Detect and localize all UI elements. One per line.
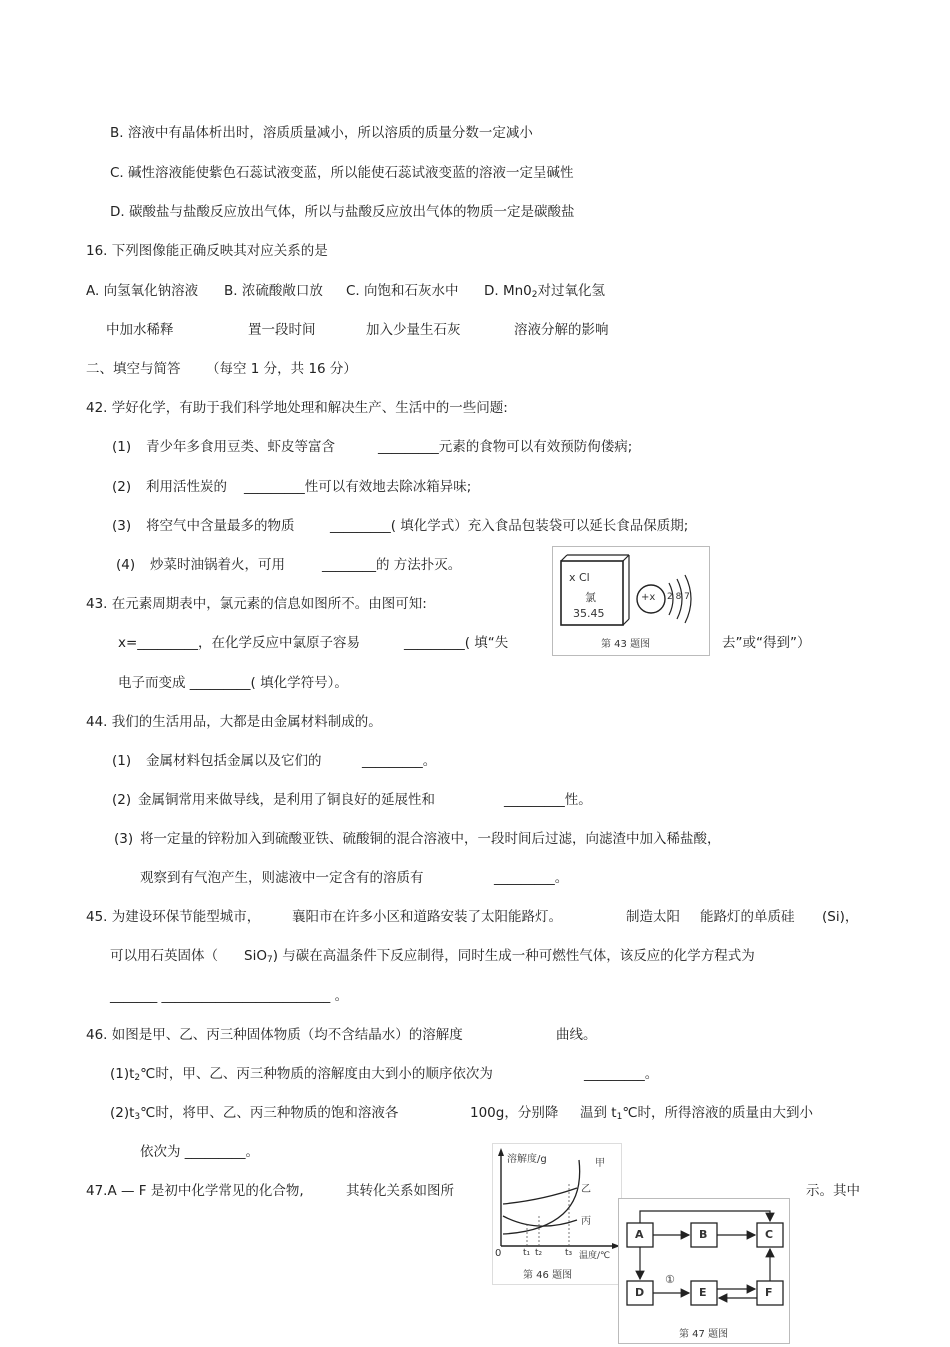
- q45-line-1a: 45. 为建设环保节能型城市，: [86, 909, 261, 925]
- figure-47: [618, 1198, 790, 1344]
- q44-item-2-text: 金属铜常用来做导线，是利用了铜良好的延展性和: [138, 792, 435, 808]
- q44-item-2-num: (2): [112, 792, 132, 808]
- curve-yi: [503, 1188, 577, 1204]
- figure-47-drawing: [619, 1199, 789, 1343]
- label-e: E: [699, 1286, 707, 1299]
- figure-46: [492, 1143, 622, 1285]
- q15-option-b: B. 溶液中有晶体析出时，溶质质量减小，所以溶质的质量分数一定减小: [110, 125, 533, 141]
- x-axis-label: 温度/℃: [579, 1251, 611, 1261]
- q46-line-2-blank: _________。: [584, 1066, 659, 1082]
- label-c: C: [765, 1228, 774, 1241]
- q44-item-1-num: (1): [112, 753, 132, 769]
- q44-item-3-text: 将一定量的锌粉加入到硫酸亚铁、硫酸铜的混合溶液中，一段时间后过滤，向滤渣中加入稀盐酸，: [140, 831, 721, 847]
- tick-t3: t₃: [565, 1248, 573, 1258]
- q47-line-1a: 47.A — F 是初中化学常见的化合物,: [86, 1183, 304, 1199]
- q44-item-3-cont: 观察到有气泡产生，则滤液中一定含有的溶质有: [140, 870, 424, 886]
- label-a: A: [635, 1228, 644, 1241]
- figure-47-caption: 第 47 题图: [679, 1329, 729, 1340]
- q46-line-1b: 曲线。: [556, 1027, 597, 1043]
- q42-item-1-text: 青少年多食用豆类、虾皮等富含: [146, 439, 335, 455]
- tick-t2: t₂: [535, 1248, 543, 1258]
- element-name: 氯: [585, 591, 596, 604]
- q45-line-3: _______ _________________________ 。: [110, 988, 349, 1004]
- q42-item-4-num: (4): [116, 557, 136, 573]
- q45-line-1b: 襄阳市在许多小区和道路安装了太阳能路灯。: [292, 909, 562, 925]
- q42-item-4-blank: ________的 方法扑灭。: [322, 557, 462, 573]
- q46-line-2: $(1)t_2℃$时，甲、乙、丙三种物质的溶解度由大到小的顺序依次为: [110, 1066, 493, 1083]
- origin-label: 0: [495, 1248, 502, 1259]
- label-b: B: [699, 1228, 708, 1241]
- q42-item-2-blank: _________性可以有效地去除冰箱异味;: [244, 479, 472, 495]
- q47-line-1b: 其转化关系如图所: [346, 1183, 454, 1199]
- q16-option-b-cont: 置一段时间: [248, 322, 316, 338]
- q42-item-3-num: (3): [112, 518, 132, 534]
- q45-line-2b: SiO$_7$) 与碳在高温条件下反应制得，同时生成一种可燃性气体，该反应的化学方程式为: [244, 948, 755, 965]
- curve-bing: [503, 1216, 577, 1226]
- section-2-title: 二、填空与简答: [86, 361, 181, 377]
- q43-line-2a: x=_________，在化学反应中氯原子容易: [118, 635, 361, 651]
- q45-line-1c: 制造太阳: [626, 909, 680, 925]
- q44-item-1-blank: _________。: [362, 753, 437, 769]
- q16-option-c-cont: 加入少量生石灰: [366, 322, 461, 338]
- q44-item-1-text: 金属材料包括金属以及它们的: [146, 753, 322, 769]
- q15-option-c: C. 碱性溶液能使紫色石蕊试液变蓝，所以能使石蕊试液变蓝的溶液一定呈碱性: [110, 165, 574, 181]
- q47-line-1c: 示。其中: [806, 1183, 860, 1199]
- label-d: D: [635, 1286, 645, 1299]
- q42-item-1-blank: _________元素的食物可以有效预防佝偻病;: [378, 439, 633, 455]
- q44-item-3-num: (3): [114, 831, 134, 847]
- y-axis-arrow: [498, 1148, 504, 1156]
- y-axis-label: 溶解度/g: [507, 1154, 547, 1165]
- q16-option-d: D. $Mn0_2$对过氧化氢: [484, 283, 606, 300]
- label-f: F: [765, 1286, 773, 1299]
- q46-line-3c: 温到 $t_1℃$时，所得溶液的质量由大到小: [580, 1105, 813, 1122]
- figure-43: [552, 546, 710, 656]
- q46-line-3a: $(2)t_3℃$时，将甲、乙、丙三种物质的饱和溶液各: [110, 1105, 399, 1122]
- figure-43-caption: 第 43 题图: [601, 639, 651, 650]
- q16-option-c: C. 向饱和石灰水中: [346, 283, 459, 299]
- q42-item-4-text: 炒菜时油锅着火，可用: [150, 557, 285, 573]
- q16-stem: 16. 下列图像能正确反映其对应关系的是: [86, 243, 328, 259]
- q42-item-2-text: 利用活性炭的: [146, 479, 227, 495]
- q16-option-d-cont: 溶液分解的影响: [514, 322, 609, 338]
- q43-line-3: 电子而变成 _________( 填化学符号）。: [118, 675, 348, 691]
- q42-item-2-num: (2): [112, 479, 132, 495]
- series-label-yi: 乙: [581, 1184, 591, 1195]
- element-mass: 35.45: [573, 607, 605, 620]
- q44-stem: 44. 我们的生活用品，大都是由金属材料制成的。: [86, 714, 382, 730]
- q46-line-3b: 100g，分别降: [470, 1105, 559, 1121]
- q42-item-1-num: (1): [112, 439, 132, 455]
- q45-line-2a: 可以用石英固体（: [110, 948, 218, 964]
- series-label-bing: 丙: [581, 1216, 591, 1227]
- q45-line-1e: (Si)，: [822, 909, 859, 925]
- q42-stem: 42. 学好化学，有助于我们科学地处理和解决生产、生活中的一些问题:: [86, 400, 508, 416]
- q16-option-b: B. 浓硫酸敞口放: [224, 283, 323, 299]
- tick-t1: t₁: [523, 1248, 531, 1258]
- q44-item-2-blank: _________性。: [504, 792, 592, 808]
- q46-line-4: 依次为 _________。: [140, 1144, 260, 1160]
- q15-option-d: D. 碳酸盐与盐酸反应放出气体，所以与盐酸反应放出气体的物质一定是碳酸盐: [110, 204, 575, 220]
- q43-stem: 43. 在元素周期表中，氯元素的信息如图所不。由图可知:: [86, 596, 427, 612]
- q45-line-1d: 能路灯的单质硅: [700, 909, 795, 925]
- arrow-a-c: [640, 1211, 770, 1223]
- q16-option-a-cont: 中加水稀释: [106, 322, 174, 338]
- electron-counts: 2 8 7: [667, 592, 690, 602]
- section-2-score: （每空 1 分，共 16 分）: [206, 361, 357, 377]
- q46-line-1a: 46. 如图是甲、乙、丙三种固体物质（均不含结晶水）的溶解度: [86, 1027, 463, 1043]
- q42-item-3-blank: _________( 填化学式）充入食品包装袋可以延长食品保质期;: [330, 518, 689, 534]
- q43-line-2c: 去”或“得到”）: [722, 635, 811, 651]
- q44-item-3-blank: _________。: [494, 870, 569, 886]
- q42-item-3-text: 将空气中含量最多的物质: [146, 518, 295, 534]
- q16-option-a: A. 向氢氧化钠溶液: [86, 283, 199, 299]
- nucleus-charge: +x: [641, 592, 656, 603]
- series-label-jia: 甲: [595, 1158, 605, 1169]
- figure-46-caption: 第 46 题图: [523, 1270, 573, 1281]
- element-symbol-line: x Cl: [569, 571, 590, 584]
- reaction-mark: ①: [665, 1273, 675, 1286]
- q43-line-2b: _________( 填“失: [404, 635, 509, 651]
